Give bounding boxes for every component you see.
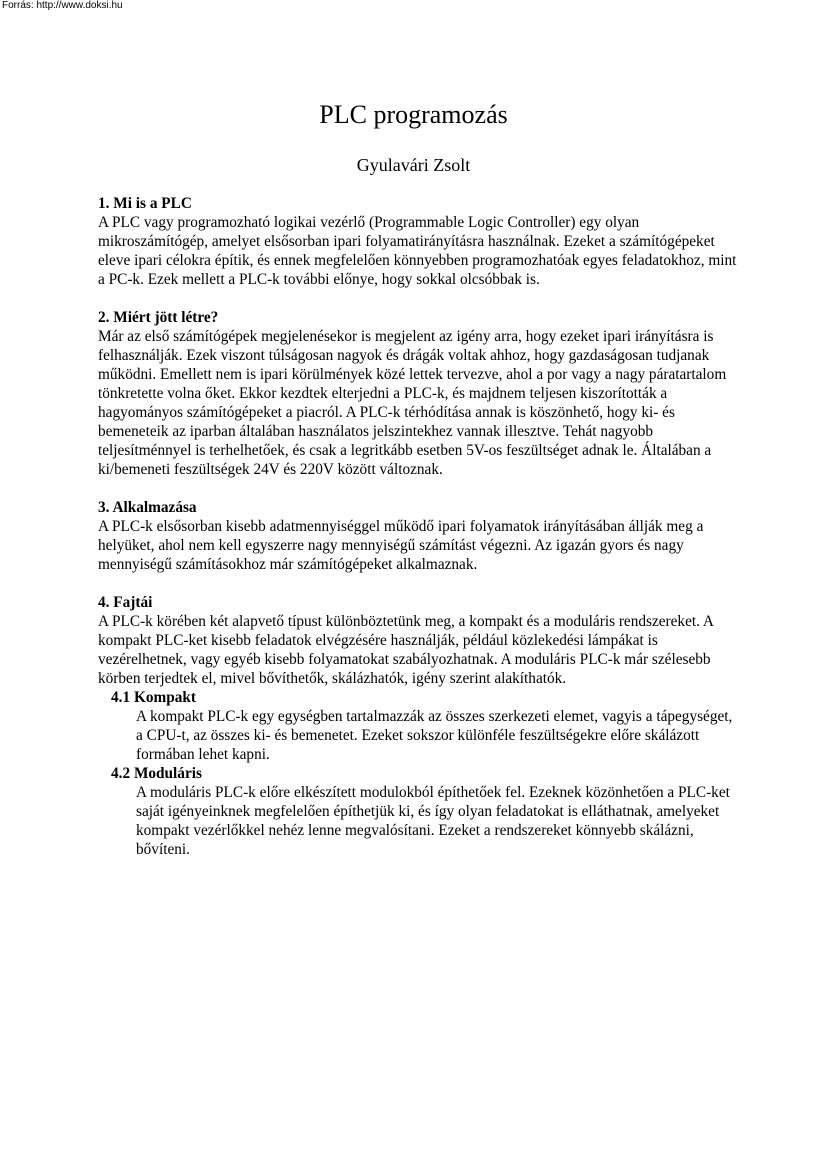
section-application [98,498,738,574]
subsection-heading: 4.1 Kompakt [111,689,196,706]
subsection-modular [98,764,738,859]
section-why-created [98,308,738,479]
document-title: PLC programozás [319,100,508,129]
section-paragraph: A PLC vagy programozható logikai vezérlő (Programmable Logic Controller) egy olyan mikroszámítógép, amelyet elsősorban ipari folyamatirányításra használnak. Ezeket a számítógépeket eleve ipari célokra építik, és ennek megfelelően könnyebben programozhatóak egyes feladatokhoz, mint a PC-k. Ezek mellett a PLC-k további előnye, hogy sokkal olcsóbbak is. [98,214,737,288]
section-heading: 2. Miért jött létre? [98,309,219,326]
subsection-heading: 4.2 Moduláris [111,765,202,782]
subsection-compact [98,688,738,764]
section-heading: 4. Fajtái [98,594,153,611]
section-paragraph: A PLC-k körében két alapvető típust különböztetünk meg, a kompakt és a moduláris rendszereket. A kompakt PLC-ket kisebb feladatok elvégzésére használják, például közlekedési lámpákat is vezérelhetnek, vagy egyéb kisebb folyamatokat szabályozhatnak. A moduláris PLC-k már szélesebb körben terjedtek el, mivel bővíthetők, skálázhatók, igény szerint alakíthatók. [98,613,714,687]
source-line: Forrás: http://www.doksi.hu [2,0,123,11]
section-paragraph: Már az első számítógépek megjelenésekor is megjelent az igény arra, hogy ezeket ipari irányításra is felhasználják. Ezek viszont túlságosan nagyok és drágák voltak ahhoz, hogy gazdaságosan tudjanak működni. Emellett nem is ipari körülmények közé lettek tervezve, ahol a por vagy a nagy páratartalom tönkretette volna őket. Ekkor kezdtek elterjedni a PLC-k, és majdnem teljesen kiszorították a hagyományos számítógépeket a piacról. A PLC-k térhódítása annak is köszönhető, hogy ki- és bemeneteik az iparban általában használatos jelszintekhez vannak illesztve. Tehát nagyobb teljesítménnyel is terhelhetőek, és csak a legritkább esetben 5V-os feszültséget adnak le. Általában a ki/bemeneti feszültségek 24V és 220V között változnak. [98,328,727,478]
section-what-is-plc [98,194,738,289]
section-types [98,593,738,859]
subsection-paragraph: A kompakt PLC-k egy egységben tartalmazzák az összes szerkezeti elemet, vagyis a tápegységet, a CPU-t, az összes ki- és bemenetet. Ezeket sokszor különféle feszültségekre előre skálázott formában lehet kapni. [136,708,733,763]
section-paragraph: A PLC-k elsősorban kisebb adatmennyiséggel működő ipari folyamatok irányításában állják meg a helyüket, ahol nem kell egyszerre nagy mennyiségű számítást végezni. Az igazán gyors és nagy mennyiségű számításokhoz már számítógépeket alkalmaznak. [98,518,704,573]
subsection-paragraph: A moduláris PLC-k előre elkészített modulokból építhetőek fel. Ezeknek közönhetően a PLC-ket saját igényeinknek megfelelően építhetjük ki, és így olyan feladatokat is elláthatnak, amelyeket kompakt vezérlőkkel nehéz lenne megvalósítani. Ezeket a rendszereket könnyebb skálázni, bővíteni. [136,784,730,858]
document-body [98,194,738,859]
section-heading: 1. Mi is a PLC [98,195,192,212]
document-author: Gyulavári Zsolt [356,155,471,175]
section-heading: 3. Alkalmazása [98,499,197,516]
